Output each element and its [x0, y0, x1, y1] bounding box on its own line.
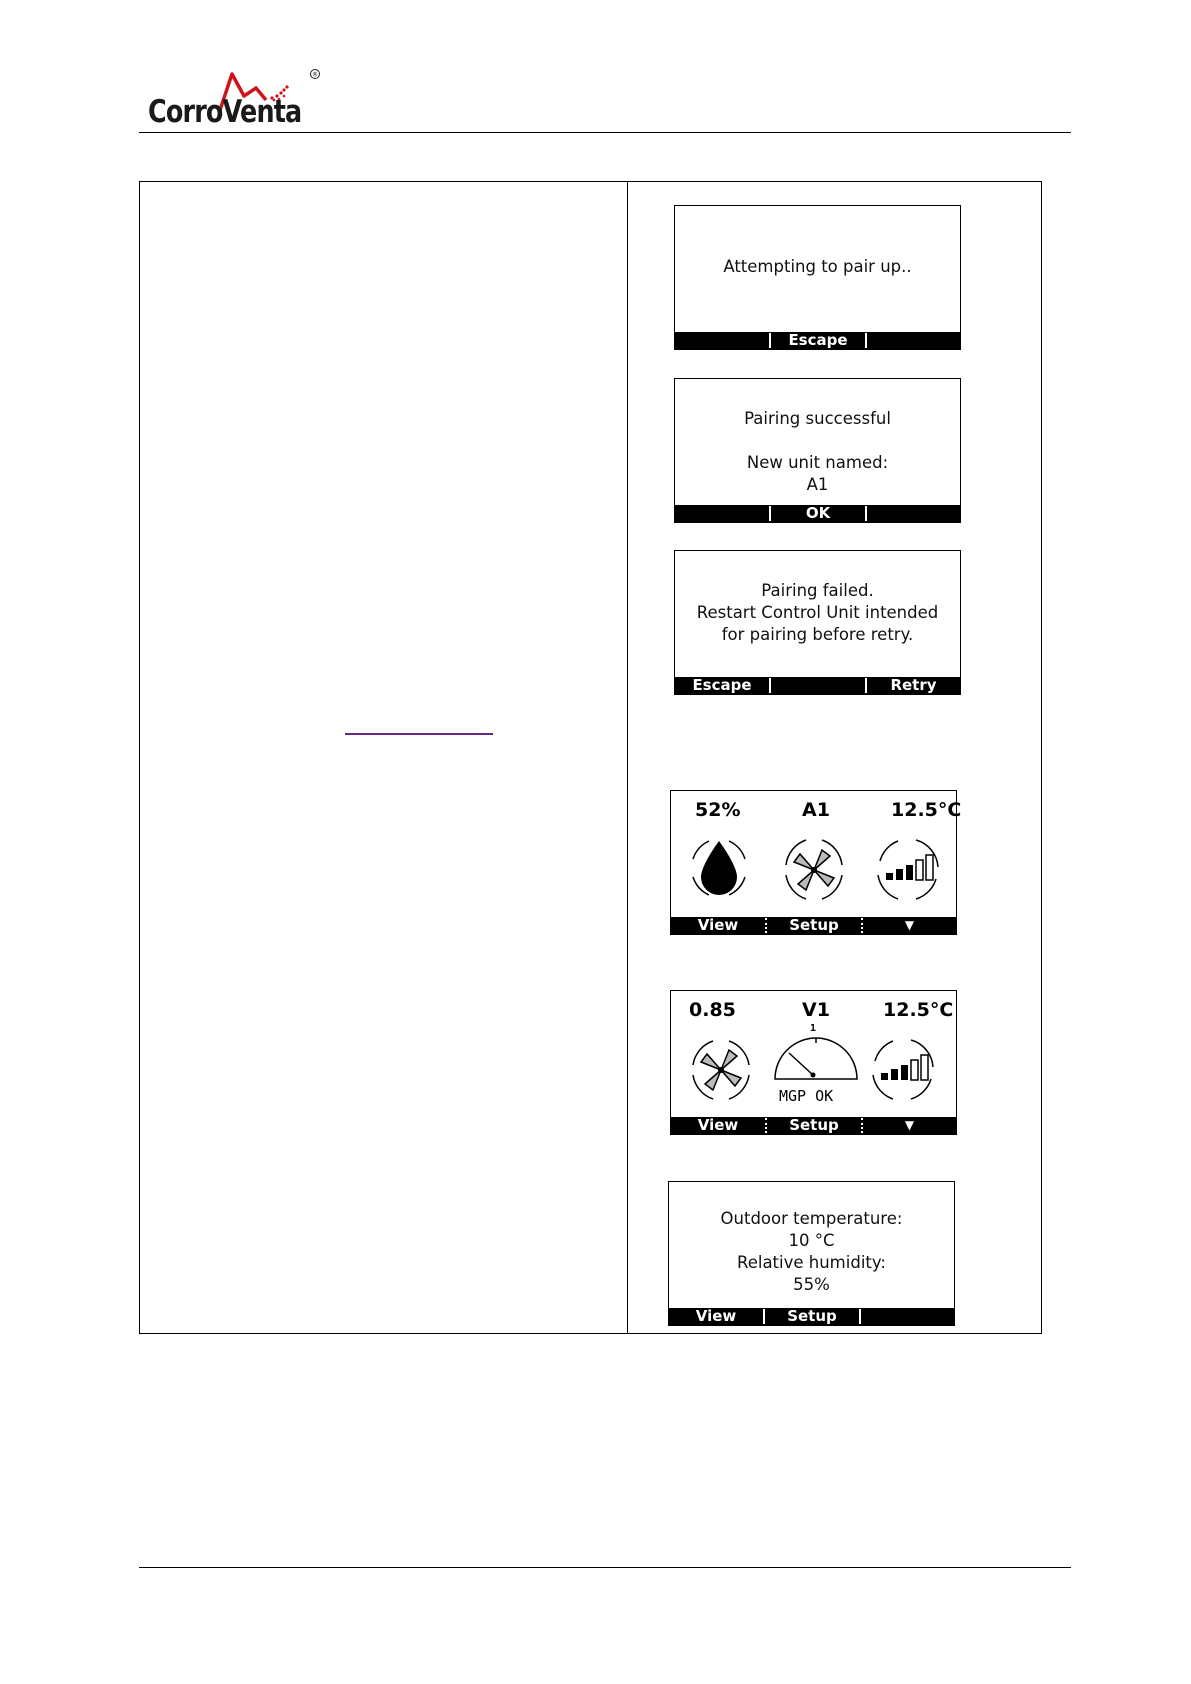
header-rule	[139, 132, 1071, 133]
lcd-failed-screen	[674, 550, 961, 695]
registered-mark: ®	[312, 71, 318, 79]
relative-humidity-value: 55%	[793, 1275, 830, 1294]
down-arrow-softkey[interactable]: ▼	[904, 1118, 915, 1132]
new-unit-name: A1	[806, 475, 829, 494]
new-unit-label: New unit named:	[746, 453, 889, 472]
softkey-right[interactable]	[867, 505, 960, 522]
failed-instruction-1: Restart Control Unit intended	[696, 603, 939, 622]
water-drop-icon	[679, 829, 759, 909]
softkey-left[interactable]	[675, 505, 769, 522]
fan-icon	[774, 829, 854, 909]
retry-softkey[interactable]: Retry	[890, 676, 937, 694]
softkey-right[interactable]	[861, 1308, 954, 1325]
lcd-pairing-screen	[674, 205, 961, 350]
setup-softkey[interactable]: Setup	[789, 916, 839, 934]
softkey-bar	[671, 1117, 956, 1134]
softkey-bar	[671, 917, 956, 934]
softkey-left[interactable]	[675, 332, 769, 349]
down-arrow-softkey[interactable]: ▼	[904, 918, 915, 932]
outdoor-temperature-value: 10 °C	[788, 1231, 835, 1250]
gauge-scale-label: 1	[810, 1023, 817, 1034]
softkey-middle[interactable]	[771, 677, 865, 694]
view-softkey[interactable]: View	[697, 1116, 739, 1134]
escape-softkey[interactable]: Escape	[692, 676, 752, 694]
fan-icon	[681, 1031, 761, 1111]
temperature-value: 12.5°C	[891, 799, 962, 821]
softkey-bar	[675, 505, 960, 522]
success-title: Pairing successful	[744, 409, 891, 428]
softkey-right[interactable]	[867, 332, 960, 349]
content-table	[139, 181, 1042, 1334]
setup-softkey[interactable]: Setup	[789, 1116, 839, 1134]
failed-title: Pairing failed.	[761, 581, 874, 600]
ok-softkey[interactable]: OK	[805, 504, 831, 522]
signal-strength-icon	[863, 1029, 943, 1109]
softkey-bar	[669, 1308, 954, 1325]
unit-name: A1	[802, 799, 830, 821]
left-column-link-underline[interactable]	[345, 733, 493, 735]
setup-softkey[interactable]: Setup	[787, 1307, 837, 1325]
column-divider	[627, 181, 628, 1334]
escape-softkey[interactable]: Escape	[788, 331, 848, 349]
gauge-icon	[771, 1025, 861, 1085]
relative-humidity-label: Relative humidity:	[736, 1253, 886, 1272]
pairing-message: Attempting to pair up..	[723, 257, 912, 276]
signal-strength-icon	[868, 829, 948, 909]
unit-name: V1	[802, 999, 830, 1021]
outdoor-temperature-label: Outdoor temperature:	[720, 1209, 903, 1228]
gauge-status-label: MGP OK	[779, 1087, 834, 1105]
logo-wordmark: CorroVenta	[148, 94, 302, 130]
humidity-value: 52%	[695, 799, 741, 821]
lcd-ventilator-screen	[670, 990, 957, 1135]
softkey-bar	[675, 677, 960, 694]
temperature-value: 12.5°C	[883, 999, 954, 1021]
view-softkey[interactable]: View	[697, 916, 739, 934]
view-softkey[interactable]: View	[695, 1307, 737, 1325]
softkey-bar	[675, 332, 960, 349]
lcd-success-screen	[674, 378, 961, 523]
lcd-outdoor-screen	[668, 1181, 955, 1326]
failed-instruction-2: for pairing before retry.	[721, 625, 914, 644]
corroventa-logo	[148, 66, 323, 132]
lcd-dehumidifier-screen	[670, 790, 962, 935]
ventilator-value: 0.85	[689, 999, 736, 1021]
footer-rule	[139, 1567, 1071, 1568]
